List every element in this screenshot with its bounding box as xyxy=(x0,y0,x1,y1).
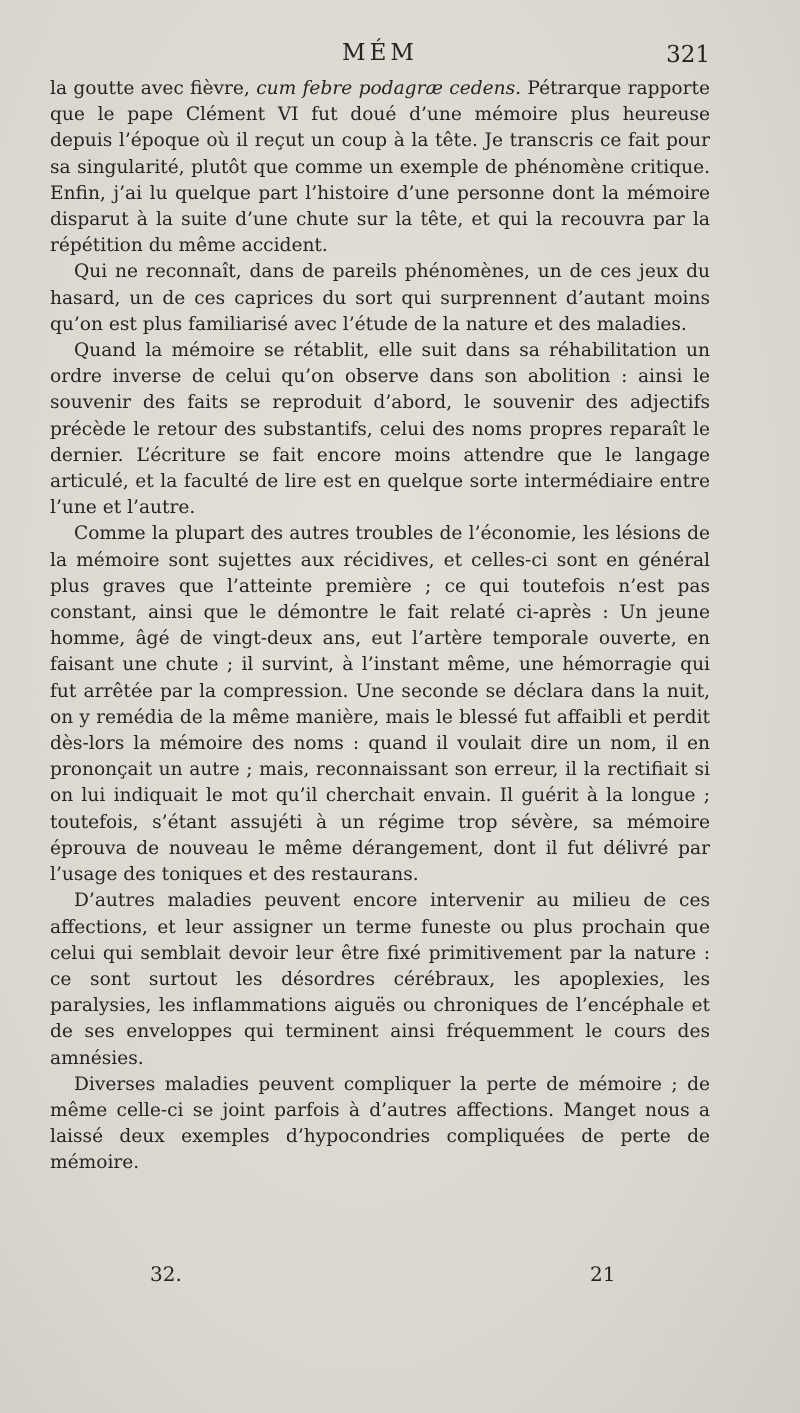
page-number: 321 xyxy=(666,42,710,68)
paragraph: D’autres maladies peuvent encore intervenir au milieu de ces affections, et leur assigner un terme funeste ou plus prochain que celui qui semblait devoir leur être fixé primitivement par la nature : ce sont surtout les désordres cérébraux, les apoplexies, les paralysies, les inflammations aiguës ou chroniques de l’encéphale et de ses enveloppes qui terminent ainsi fréquemment le cours des amnésies. xyxy=(50,890,710,1069)
body-text xyxy=(50,76,710,1177)
latin-quote: cum febre podagræ cedens. xyxy=(256,78,522,99)
paragraph: Quand la mémoire se rétablit, elle suit dans sa réhabilitation un ordre inverse de celui qu’on observe dans son abolition : ainsi le souvenir des faits se reproduit d’abord, le souvenir des adjectifs précède le retour des substantifs, celui des noms propres reparaît le dernier. L’écriture se fait encore moins attendre que le langage articulé, et la faculté de lire est en quelque sorte intermédiaire entre l’une et l’autre. xyxy=(50,340,710,519)
page-footer xyxy=(50,1262,710,1292)
signature-mark: 32. xyxy=(150,1262,182,1286)
running-title: MÉM xyxy=(342,40,418,66)
paragraph: Diverses maladies peuvent compliquer la perte de mémoire ; de même celle-ci se joint parfois à d’autres affections. Manget nous a laissé deux exemples d’hypocondries compliquées de perte de mémoire. xyxy=(50,1073,710,1174)
leaf-number: 21 xyxy=(590,1262,616,1286)
paragraph: Qui ne reconnaît, dans de pareils phénomènes, un de ces jeux du hasard, un de ces caprices du sort qui surprennent d’autant moins qu’on est plus familiarisé avec l’étude de la nature et des maladies. xyxy=(50,261,710,335)
text-run: Pétrarque rapporte que le pape Clément VI fut doué d’une mémoire plus heureuse depuis l’époque où il reçut un coup à la tête. Je transcris ce fait pour sa singularité, plutôt que comme un exemple de phénomène critique. Enfin, j’ai lu quelque part l’histoire d’une personne dont la mémoire disparut à la suite d’une chute sur la tête, et qui la recouvra par la répétition du même accident. xyxy=(50,78,710,257)
paragraph xyxy=(50,76,710,259)
paragraph: Comme la plupart des autres troubles de l’économie, les lésions de la mémoire sont sujettes aux récidives, et celles-ci sont en général plus graves que l’atteinte première ; ce qui toutefois n’est pas constant, ainsi que le démontre le fait relaté ci-après : Un jeune homme, âgé de vingt-deux ans, eut l’artère temporale ouverte, en faisant une chute ; il survint, à l’instant même, une hémorragie qui fut arrêtée par la compression. Une seconde se déclara dans la nuit, on y remédia de la même manière, mais le blessé fut affaibli et perdit dès-lors la mémoire des noms : quand il voulait dire un nom, il en prononçait un autre ; mais, reconnaissant son erreur, il la rectifiait si on lui indiquait le mot qu’il cherchait envain. Il guérit à la longue ; toutefois, s’étant assujéti à un régime trop sévère, sa mémoire éprouva de nouveau le même dérangement, dont il fut délivré par l’usage des toniques et des restaurans. xyxy=(50,523,710,886)
text-run: la goutte avec fièvre, xyxy=(50,78,250,99)
running-head xyxy=(50,40,710,74)
